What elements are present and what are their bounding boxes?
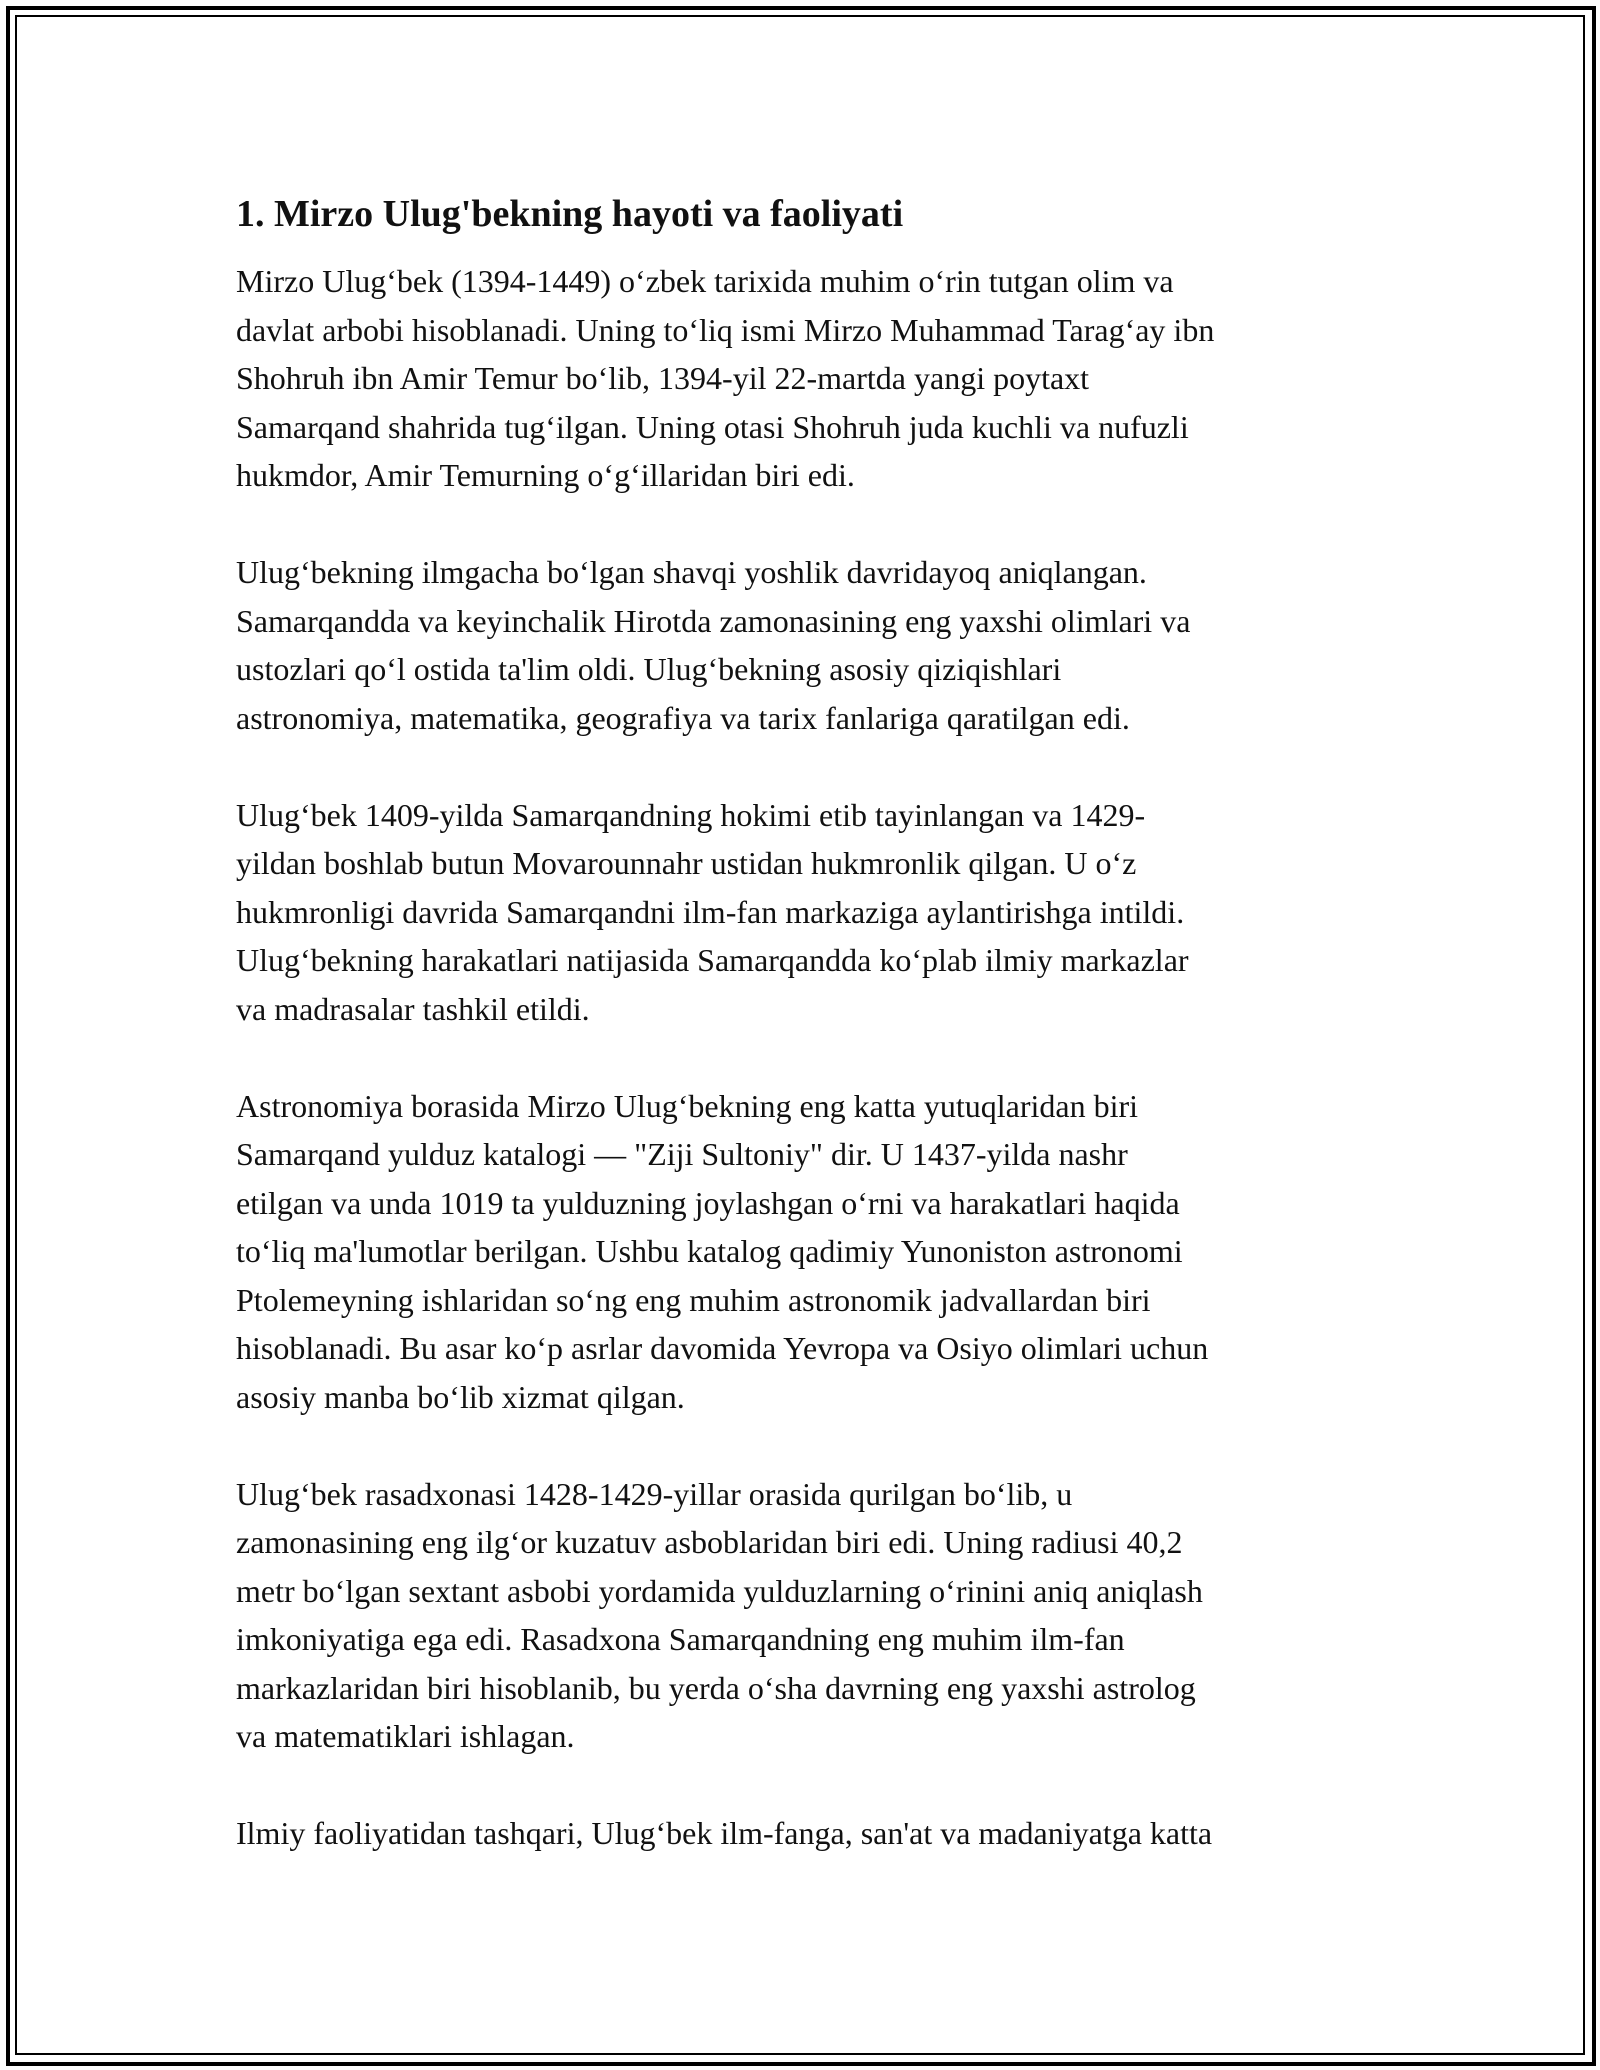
paragraph-line: metr bo‘lgan sextant asbobi yordamida yulduzlarning o‘rinini aniq aniqlash bbox=[236, 1572, 1203, 1609]
paragraph-line: yildan boshlab butun Movarounnahr ustidan hukmronlik qilgan. U o‘z bbox=[236, 845, 1137, 881]
paragraph bbox=[236, 1082, 1376, 1422]
paragraph-line: hukmdor, Amir Temurning o‘g‘illaridan biri edi. bbox=[236, 457, 855, 493]
paragraph-line: va madrasalar tashkil etildi. bbox=[236, 990, 590, 1027]
paragraph-line: Ilmiy faoliyatidan tashqari, Ulug‘bek ilm-fanga, san'at va madaniyatga katta bbox=[236, 1815, 1213, 1851]
paragraph-line: va matematiklari ishlagan. bbox=[236, 1718, 575, 1754]
paragraph-line: hukmronligi davrida Samarqandni ilm-fan markaziga aylantirishga intildi. bbox=[236, 893, 1185, 930]
paragraph bbox=[236, 791, 1376, 1034]
paragraph-line: davlat arbobi hisoblanadi. Uning to‘liq ismi Mirzo Muhammad Tarag‘ay ibn bbox=[236, 311, 1215, 348]
paragraph-line: Ulug‘bek 1409-yilda Samarqandning hokimi etib tayinlangan va 1429- bbox=[236, 796, 1146, 833]
paragraph-line: Mirzo Ulug‘bek (1394-1449) o‘zbek tarixida muhim o‘rin tutgan olim va bbox=[236, 263, 1174, 299]
paragraph bbox=[236, 257, 1376, 500]
paragraph-line: Astronomiya borasida Mirzo Ulug‘bekning eng katta yutuqlaridan biri bbox=[236, 1087, 1139, 1124]
document-body bbox=[236, 185, 1376, 1906]
paragraph-line: zamonasining eng ilg‘or kuzatuv asboblaridan biri edi. Uning radiusi 40,2 bbox=[236, 1524, 1183, 1560]
paragraph-line: hisoblanadi. Bu asar ko‘p asrlar davomida Yevropa va Osiyo olimlari uchun bbox=[236, 1330, 1209, 1366]
paragraph-line: ustozlari qo‘l ostida ta'lim oldi. Ulug‘bekning asosiy qiziqishlari bbox=[236, 651, 1062, 687]
paragraph bbox=[236, 1809, 1376, 1858]
paragraph-line: Samarqandda va keyinchalik Hirotda zamonasining eng yaxshi olimlari va bbox=[236, 602, 1191, 639]
paragraph-line: Ulug‘bekning harakatlari natijasida Samarqandda ko‘plab ilmiy markazlar bbox=[236, 942, 1189, 978]
paragraph bbox=[236, 548, 1376, 742]
paragraph-line: Shohruh ibn Amir Temur bo‘lib, 1394-yil 22-martda yangi poytaxt bbox=[236, 360, 1090, 396]
paragraph-line: Samarqand yulduz katalogi — "Ziji Sultoniy" dir. U 1437-yilda nashr bbox=[236, 1136, 1128, 1172]
paragraph-line: Samarqand shahrida tug‘ilgan. Uning otasi Shohruh juda kuchli va nufuzli bbox=[236, 408, 1189, 445]
paragraph-line: to‘liq ma'lumotlar berilgan. Ushbu katalog qadimiy Yunoniston astronomi bbox=[236, 1233, 1183, 1269]
paragraph bbox=[236, 1470, 1376, 1761]
paragraph-list bbox=[236, 257, 1376, 1858]
paragraph-line: Ulug‘bekning ilmgacha bo‘lgan shavqi yoshlik davridayoq aniqlangan. bbox=[236, 554, 1147, 590]
paragraph-line: etilgan va unda 1019 ta yulduzning joylashgan o‘rni va harakatlari haqida bbox=[236, 1184, 1180, 1221]
paragraph-line: imkoniyatiga ega edi. Rasadxona Samarqandning eng muhim ilm-fan bbox=[236, 1621, 1125, 1657]
page-title: 1. Mirzo Ulug'bekning hayoti va faoliyati bbox=[236, 193, 904, 235]
paragraph-line: asosiy manba bo‘lib xizmat qilgan. bbox=[236, 1378, 685, 1415]
paragraph-line: Ptolemeyning ishlaridan so‘ng eng muhim astronomik jadvallardan biri bbox=[236, 1281, 1151, 1318]
paragraph-line: astronomiya, matematika, geografiya va tarix fanlariga qaratilgan edi. bbox=[236, 699, 1130, 736]
paragraph-line: Ulug‘bek rasadxonasi 1428-1429-yillar orasida qurilgan bo‘lib, u bbox=[236, 1475, 1073, 1512]
paragraph-line: markazlaridan biri hisoblanib, bu yerda o‘sha davrning eng yaxshi astrolog bbox=[236, 1669, 1196, 1706]
